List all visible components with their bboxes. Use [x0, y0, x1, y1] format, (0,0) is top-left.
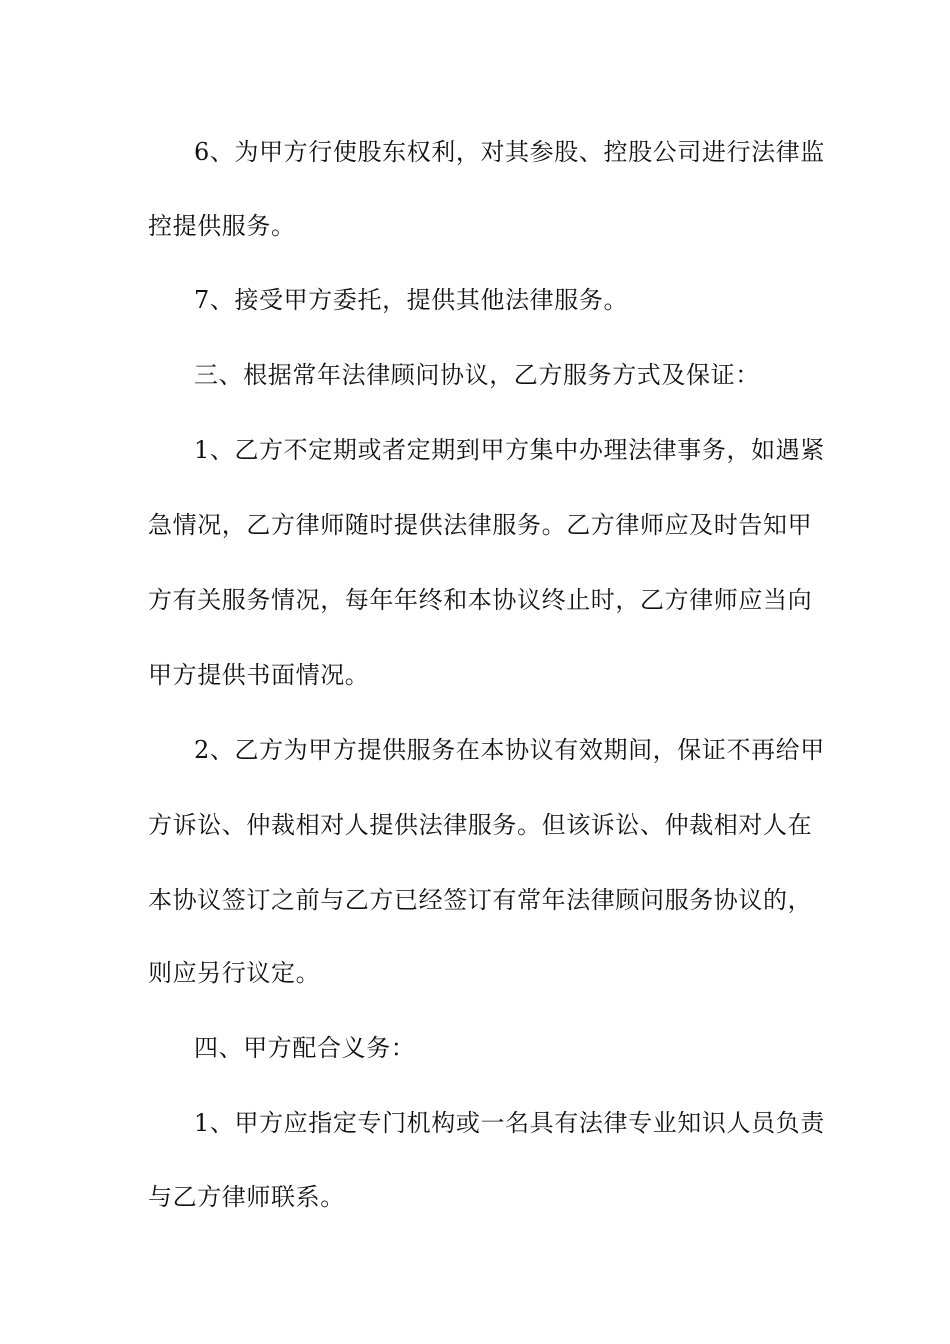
paragraph-service-2-line-1: 2、乙方为甲方提供服务在本协议有效期间，保证不再给甲 [194, 736, 825, 764]
paragraph-duty-1-line-1: 1、甲方应指定专门机构或一名具有法律专业知识人员负责 [194, 1109, 825, 1137]
paragraph-service-1-line-2: 急情况，乙方律师随时提供法律服务。乙方律师应及时告知甲 [148, 511, 813, 539]
paragraph-duty-1-line-2: 与乙方律师联系。 [148, 1183, 345, 1211]
paragraph-service-1-line-4: 甲方提供书面情况。 [148, 661, 370, 689]
paragraph-item-7: 7、接受甲方委托，提供其他法律服务。 [194, 286, 629, 314]
paragraph-service-2-line-4: 则应另行议定。 [148, 959, 321, 987]
section-heading-4: 四、甲方配合义务： [194, 1034, 416, 1062]
paragraph-item-6-line-2: 控提供服务。 [148, 212, 296, 240]
paragraph-service-2-line-2: 方诉讼、仲裁相对人提供法律服务。但该诉讼、仲裁相对人在 [148, 811, 813, 839]
paragraph-item-6-line-1: 6、为甲方行使股东权利，对其参股、控股公司进行法律监 [194, 138, 825, 166]
paragraph-service-1-line-3: 方有关服务情况，每年年终和本协议终止时，乙方律师应当向 [148, 586, 813, 614]
paragraph-service-1-line-1: 1、乙方不定期或者定期到甲方集中办理法律事务，如遇紧 [194, 436, 825, 464]
section-heading-3: 三、根据常年法律顾问协议，乙方服务方式及保证： [194, 361, 760, 389]
paragraph-service-2-line-3: 本协议签订之前与乙方已经签订有常年法律顾问服务协议的， [148, 886, 813, 914]
